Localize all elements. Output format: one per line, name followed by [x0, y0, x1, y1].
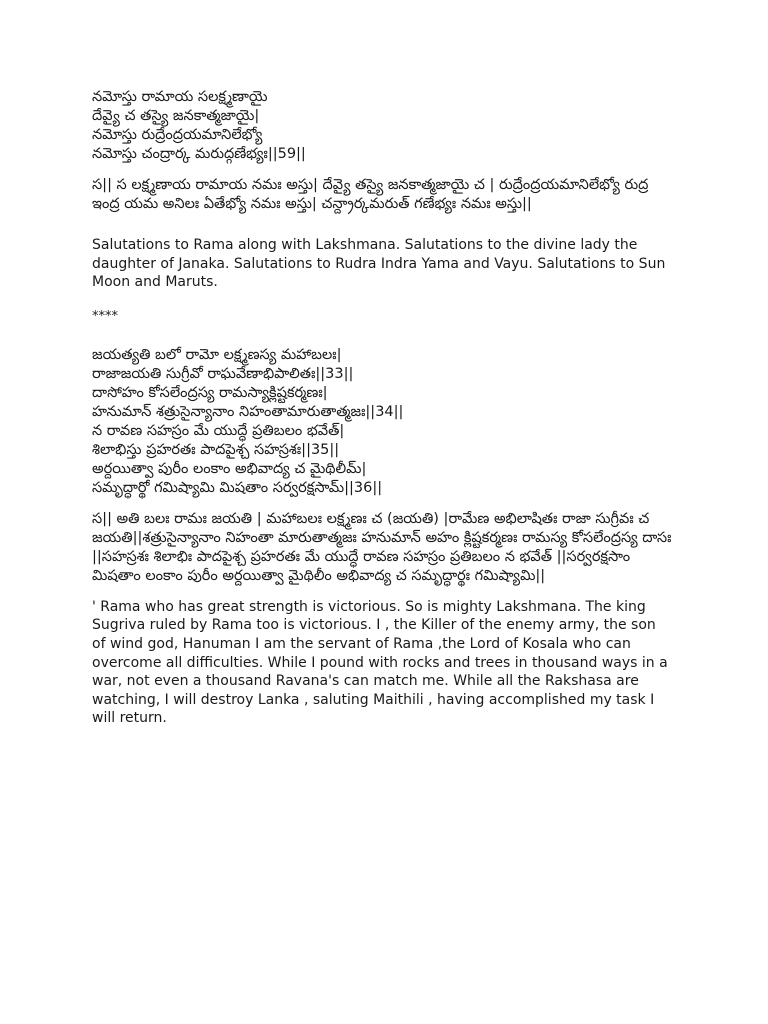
translation-59: Salutations to Rama along with Lakshmana. Salutations to the divine lady the daughter of Janaka. Salutations to Rudra Indra Yama and Vayu. Salutations to Sun Moon and Maruts.: [92, 237, 666, 291]
translation-33-36: ' Rama who has great strength is victorious. So is mighty Lakshmana. The king Sugriva ruled by Rama too is victorious. I , the Killer of the enemy army, the son of wind god, Hanuman I am the servant of Rama ,the Lord of Kosala who can overcome all difficulties. While I pound with rocks and trees in thousand ways in a war, not even a thousand Ravana's can match me. While all the Rakshasa are watching, I will destroy Lanka , saluting Maithili , having accomplished my task I will return.: [92, 598, 668, 727]
document-page: [92, 88, 672, 746]
section-separator: ****: [92, 308, 118, 324]
verse-line: నమోస్తు రుద్రేంద్రయమానిలేభ్యో: [92, 127, 263, 143]
verse-line: అర్దయిత్వా పురీం లంకాం అభివాద్య చ మైథిలీమ్|: [92, 460, 367, 477]
verse-line: సమృద్ధార్థో గమిష్యామి మిషతాం సర్వరక్షసామ్||36||: [92, 479, 383, 496]
verse-line: నమోస్తు రామాయ సలక్ష్మణాయై: [92, 89, 268, 105]
verse-line: దేవ్యై చ తస్యై జనకాత్మజాయై|: [92, 108, 260, 124]
verse-line: శిలాభిస్తు ప్రహరతః పాదపైశ్చ సహస్రశః||35||: [92, 441, 340, 458]
verse-line: జయత్యతి బలో రామో లక్ష్మణస్య మహాబలః|: [92, 346, 342, 363]
verse-line: న రావణ సహస్రం మే యుద్ధే ప్రతిబలం భవేత్|: [92, 422, 345, 439]
word-split-33-36: స|| అతి బలః రామః జయతి | మహాబలః లక్ష్మణః చ (జయతి) |రామేణ అభిలాషితః రాజా సుగ్రీవః చ జయతి||శత్రుసైన్యానాం నిహంతా మారుతాత్మజః హనుమాన్ అహం క్లిష్టకర్మణః రామస్య కోసలేంద్రస్య దాసః ||సహస్రశః శిలాభిః పాదపైశ్చ ప్రహరతః మే యుద్ధే రావణ సహస్రం ప్రతిబలం న భవేత్ ||సర్వరక్షసాం మిషతాం లంకాం పురీం అర్దయిత్వా మైథిలీం అభివాద్య చ సమృద్ధార్థః గమిష్యామి||: [92, 510, 672, 584]
verses-33-36: [92, 346, 672, 498]
verse-59: [92, 88, 672, 164]
verse-line: హనుమాన్ శత్రుసైన్యానాం నిహంతామారుతాత్మజః||34||: [92, 403, 404, 420]
verse-line: దాసోహం కోసలేంద్రస్య రామస్యాక్లిష్టకర్మణః|: [92, 384, 328, 401]
verse-line: రాజాజయతి సుగ్రీవో రాఘవేణాభిపాలితః||33||: [92, 365, 354, 382]
word-split-59: స|| స లక్ష్మణాయ రామాయ నమః అస్తు| దేవ్యై తస్యై జనకాత్మజాయై చ | రుద్రేంద్రయమానిలేభ్యో రుద్ర ఇంద్ర యమ అనిలః ఏతేభ్యో నమః అస్తు| చన్ద్రార్కమరుత్ గణేభ్యః నమః అస్తు||: [92, 177, 649, 212]
verse-line: నమోస్తు చంద్రార్క మరుద్గణేభ్యః||59||: [92, 146, 306, 162]
